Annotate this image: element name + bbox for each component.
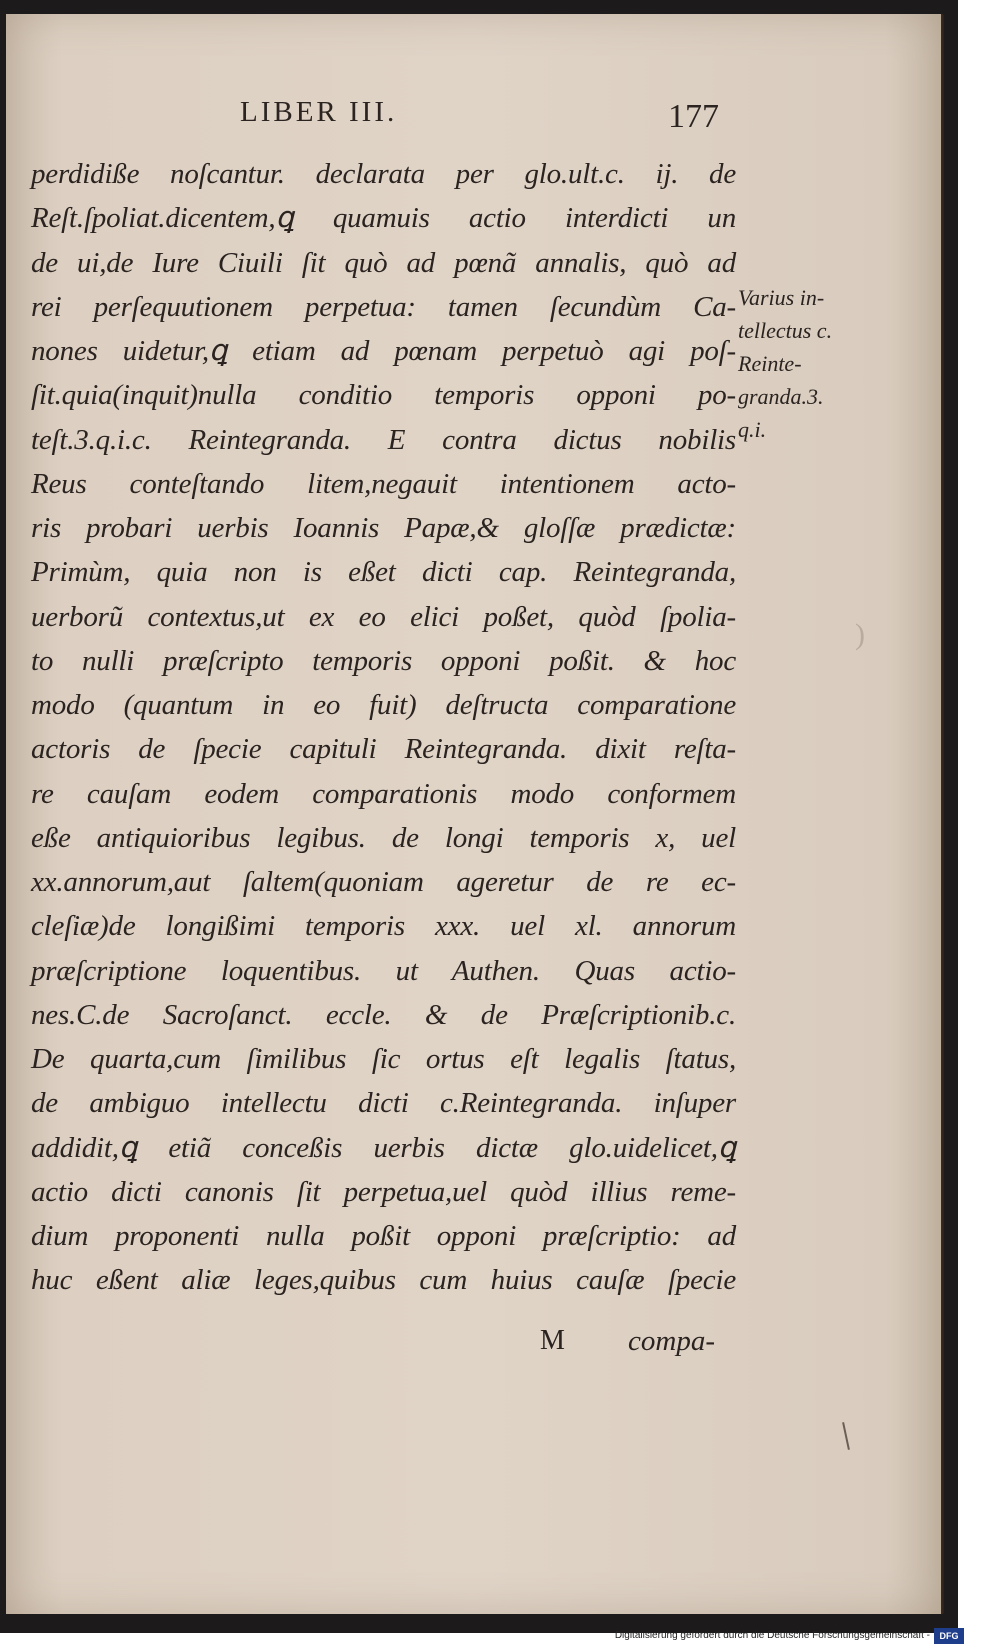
margin-line: Varius in- [738,285,825,310]
dfg-logo: DFG [934,1628,964,1644]
text-line: de ui,de Iure Ciuili ſit quò ad pœnã annalis, quò ad [31,246,736,279]
text-line: modo (quantum in eo fuit) deſtructa comparatione [31,689,736,721]
text-line: rei perſequutionem perpetua: tamen ſecundùm Ca- [31,290,736,323]
text-line: actoris de ſpecie capituli Reintegranda. dixit reſta- [31,733,736,766]
margin-line: tellectus c. [738,318,833,343]
text-line: eße antiquioribus legibus. de longi temporis x, uel [31,821,736,854]
text-line: addidit,ꝗ etiã conceßis uerbis dictæ glo.uidelicet,ꝗ [31,1131,736,1164]
signature-mark: M [540,1325,565,1356]
text-line: nones uidetur,ꝗ etiam ad pœnam perpetuò agi poſ- [31,335,736,367]
text-line: de ambiguo intellectu dicti c.Reintegranda. inſuper [31,1087,736,1120]
text-line: cleſiæ)de longißimi temporis xxx. uel xl. annorum [31,910,736,943]
show-through-mark: ) [855,618,865,651]
text-line: ſit.quia(inquit)nulla conditio temporis opponi po- [31,379,736,412]
digitization-credit: Digitalisierung gefördert durch die Deutsche Forschungsgemeinschaft - [614,1630,930,1641]
running-head: LIBER III. [240,96,398,128]
margin-line: granda.3. [738,384,824,409]
text-line: re cauſam eodem comparationis modo conformem [31,777,736,810]
margin-line: q.i. [738,417,767,442]
text-line: teſt.3.q.i.c. Reintegranda. E contra dictus nobilis [31,423,736,456]
page-number: 177 [668,98,719,135]
text-line: De quarta,cum ſimilibus ſic ortus eſt legalis ſtatus, [31,1043,736,1075]
catchword: compa- [628,1325,715,1357]
text-line: perdidiße noſcantur. declarata per glo.ult.c. ij. de [31,158,736,190]
marginal-note [738,281,878,446]
margin-line: Reinte- [738,351,802,376]
text-line: uerborũ contextus,ut ex eo elici poßet, quòd ſpolia- [31,600,736,633]
text-line: to nulli præſcripto temporis opponi poßit. & hoc [31,644,736,677]
text-line: Primùm, quia non is eßet dicti cap. Reintegranda, [31,556,736,589]
body-text [31,152,736,1303]
text-line: nes.C.de Sacroſanct. eccle. & de Præſcriptionib.c. [31,998,736,1031]
text-line: huc eßent aliæ leges,quibus cum huius cauſæ ſpecie [31,1264,736,1297]
text-line: ris probari uerbis Ioannis Papæ,& gloſſæ prædictæ: [31,512,736,544]
text-line: Reſt.ſpoliat.dicentem,ꝗ quamuis actio interdicti un [31,202,736,235]
text-line: xx.annorum,aut ſaltem(quoniam ageretur de re ec- [31,866,736,898]
text-line: Reus conteſtando litem,negauit intentionem acto- [31,467,736,500]
text-line: actio dicti canonis ſit perpetua,uel quòd illius reme- [31,1175,736,1208]
text-line: dium proponenti nulla poßit opponi præſcriptio: ad [31,1220,736,1252]
text-line: præſcriptione loquentibus. ut Authen. Quas actio- [31,954,736,987]
